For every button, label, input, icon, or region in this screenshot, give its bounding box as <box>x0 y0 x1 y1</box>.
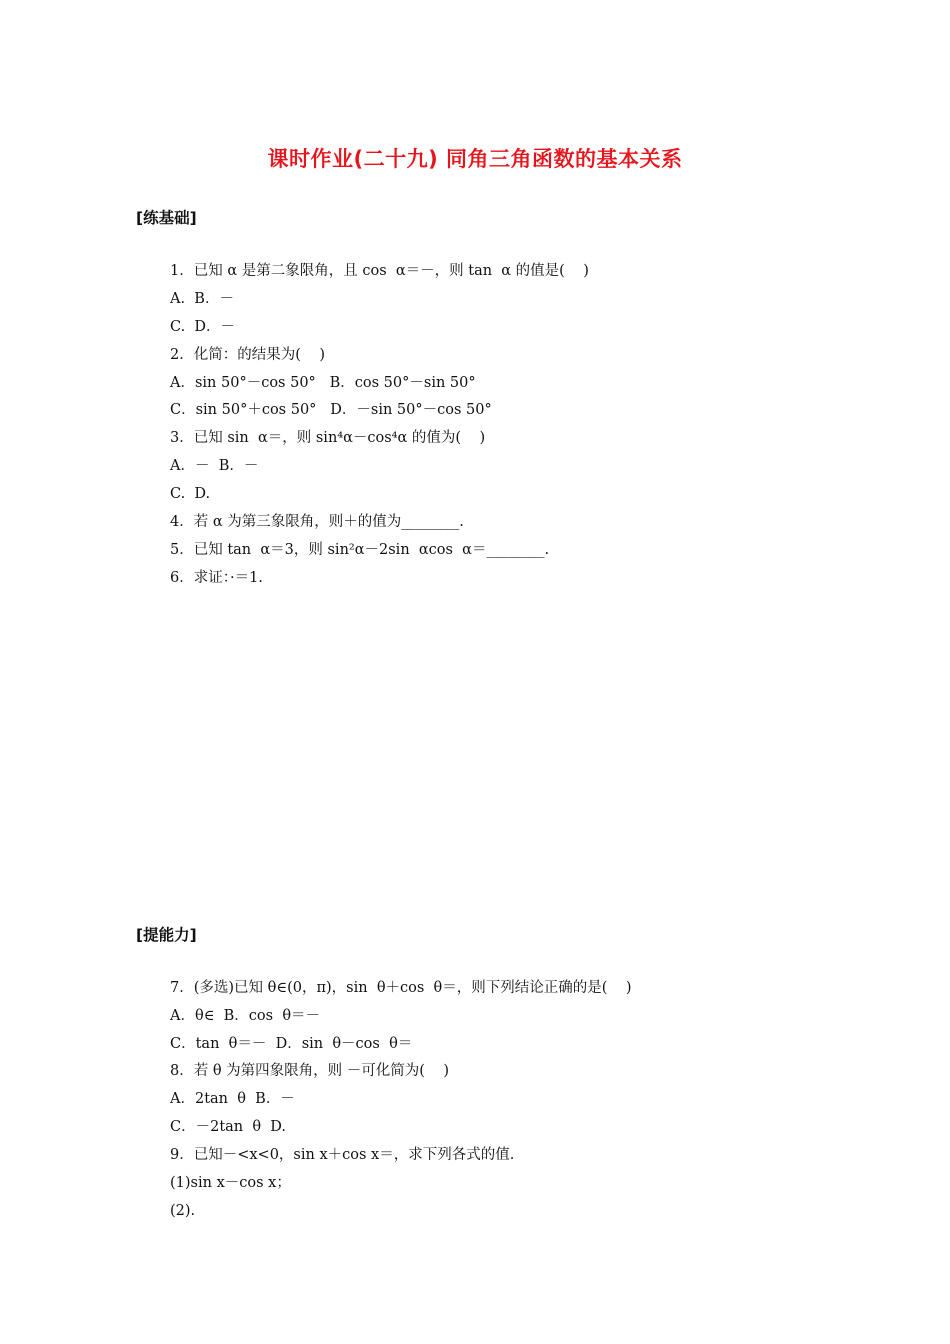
question-9-part-1: (1)sin x－cos x； <box>170 1175 291 1191</box>
question-2-options-cd: C．sin 50°＋cos 50° D．－sin 50°－cos 50° <box>170 402 492 418</box>
section-heading-basic: [练基础] <box>136 209 197 227</box>
question-8-options-ab: A．2tan θ B．－ <box>170 1091 295 1107</box>
question-1-options-ab: A. B．－ <box>170 291 234 307</box>
question-8: 8．若 θ 为第四象限角，则 －可化简为( ) <box>170 1063 450 1079</box>
question-9-part-2: (2). <box>170 1203 196 1219</box>
question-3: 3．已知 sin α＝，则 sin⁴α－cos⁴α 的值为( ) <box>170 430 486 446</box>
question-3-options-cd: C. D. <box>170 486 211 502</box>
question-2: 2．化简：的结果为( ) <box>170 347 325 363</box>
question-7-options-ab: A．θ∈ B．cos θ＝－ <box>170 1008 321 1024</box>
question-6: 6．求证：·＝1. <box>170 570 263 586</box>
question-2-options-ab: A．sin 50°－cos 50° B．cos 50°－sin 50° <box>170 375 476 391</box>
page-title: 课时作业(二十九) 同角三角函数的基本关系 <box>267 147 683 171</box>
question-7-options-cd: C．tan θ＝－ D．sin θ－cos θ＝ <box>170 1036 413 1052</box>
question-5: 5．已知 tan α＝3，则 sin²α－2sin αcos α＝________. <box>170 542 550 558</box>
question-1: 1．已知 α 是第二象限角，且 cos α＝－，则 tan α 的值是( ) <box>170 263 589 279</box>
question-3-options-ab: A．－ B．－ <box>170 458 259 474</box>
question-1-options-cd: C. D．－ <box>170 319 236 335</box>
question-8-options-cd: C．－2tan θ D. <box>170 1119 287 1135</box>
question-4: 4．若 α 为第三象限角，则＋的值为________. <box>170 514 464 530</box>
question-7: 7．(多选)已知 θ∈(0，π)，sin θ＋cos θ＝，则下列结论正确的是( ) <box>170 980 632 996</box>
question-9: 9．已知－<x<0，sin x＋cos x＝，求下列各式的值. <box>170 1147 515 1163</box>
section-heading-advanced: [提能力] <box>136 926 197 944</box>
